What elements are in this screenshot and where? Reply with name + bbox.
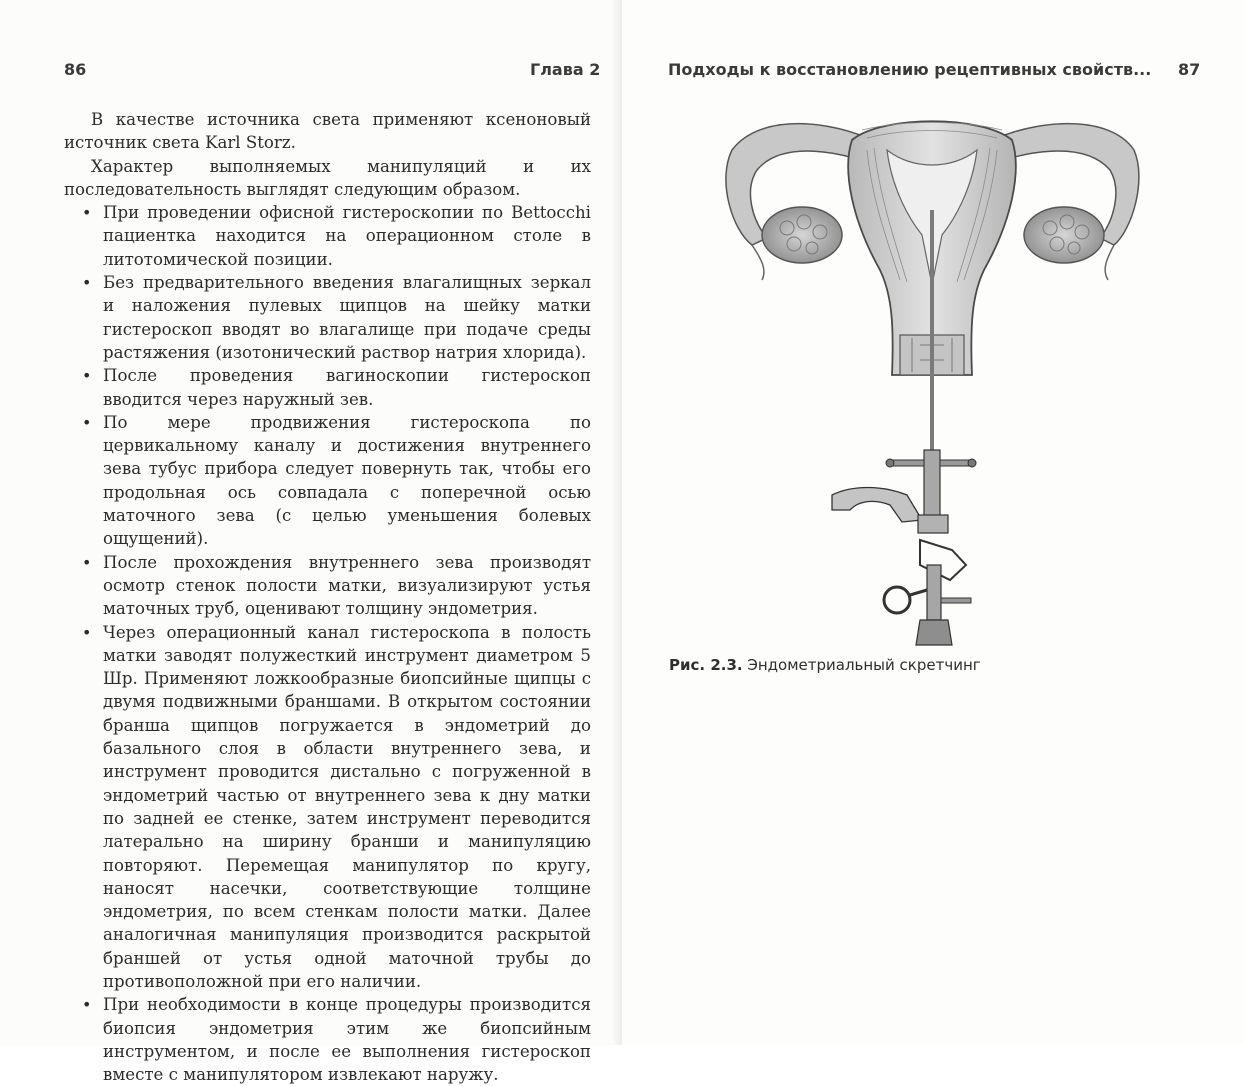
list-item-text: При проведении офисной гистероскопии по Bettocchi пациентка находится на операционном столе в литотомической позиции. xyxy=(103,203,591,269)
figure-caption-text: Эндометриальный скретчинг xyxy=(747,656,981,674)
uterus-hysteroscope-illustration xyxy=(722,110,1142,655)
list-item xyxy=(82,621,591,994)
bullet-icon: • xyxy=(82,203,92,223)
list-item xyxy=(82,411,591,551)
paragraph: В качестве источника света применяют ксеноновый источник света Karl Storz. xyxy=(64,110,591,153)
list-item xyxy=(82,364,591,411)
figure-label: Рис. 2.3. xyxy=(669,656,743,674)
chapter-heading: Глава 2 xyxy=(530,60,601,79)
figure-caption xyxy=(669,656,981,674)
list-item-text: При необходимости в конце процедуры производится биопсия эндометрия этим же биопсийным инструментом, и после ее выполнения гистероскоп вместе с манипулятором извлекают наружу. xyxy=(103,995,591,1085)
left-page xyxy=(0,0,622,1085)
list-item xyxy=(82,551,591,621)
bullet-icon: • xyxy=(82,412,92,432)
procedure-list xyxy=(64,201,591,1086)
list-item xyxy=(82,271,591,364)
left-page-number: 86 xyxy=(64,60,87,79)
list-item-text: После проведения вагиноскопии гистероскоп вводится через наружный зев. xyxy=(103,366,591,409)
bullet-icon: • xyxy=(82,273,92,293)
list-item-text: По мере продвижения гистероскопа по цервикальному каналу и достижения внутреннего зева тубус прибора следует повернуть так, чтобы его продольная ось совпадала с поперечной осью маточного зева (с целью уменьшения болевых ощущений). xyxy=(103,412,591,549)
bullet-icon: • xyxy=(82,622,92,642)
list-item-text: Без предварительного введения влагалищных зеркал и наложения пулевых щипцов на шейку матки гистероскоп вводят во влагалище при подаче среды растяжения (изотонический раствор натрия хлорида). xyxy=(103,273,591,362)
bullet-icon: • xyxy=(82,995,92,1015)
running-head: Подходы к восстановлению рецептивных свойств... xyxy=(668,60,1152,79)
body-text xyxy=(64,108,591,1086)
list-item xyxy=(82,993,591,1086)
right-page-number: 87 xyxy=(1178,60,1201,79)
bullet-icon: • xyxy=(82,552,92,572)
list-item xyxy=(82,201,591,271)
list-item-text: После прохождения внутреннего зева производят осмотр стенок полости матки, визуализируют устья маточных труб, оценивают толщину эндометрия. xyxy=(103,552,591,619)
bullet-icon: • xyxy=(82,366,92,386)
list-item-text: Через операционный канал гистероскопа в полость матки заводят полужесткий инструмент диаметром 5 Шр. Применяют ложкообразные биопсийные щипцы с двумя подвижными браншами. В открытом состоянии бранша щипцов погружается в эндометрий до базального слоя в области внутреннего зева, и инструмент проводится дистально с погруженной в эндометрий частью от внутреннего зева к дну матки по задней ее стенке, затем инструмент переводится латерально на ширину бранши и манипуляцию повторяют. Перемещая манипулятор по кругу, наносят насечки, соответствующие толщине эндометрия, по всем стенкам полости матки. Далее аналогичная манипуляция производится раскрытой браншей от устья одной маточной трубы до противоположной при его наличии. xyxy=(103,622,591,991)
paragraph: Характер выполняемых манипуляций и их последовательность выглядят следующим образом. xyxy=(64,156,591,199)
